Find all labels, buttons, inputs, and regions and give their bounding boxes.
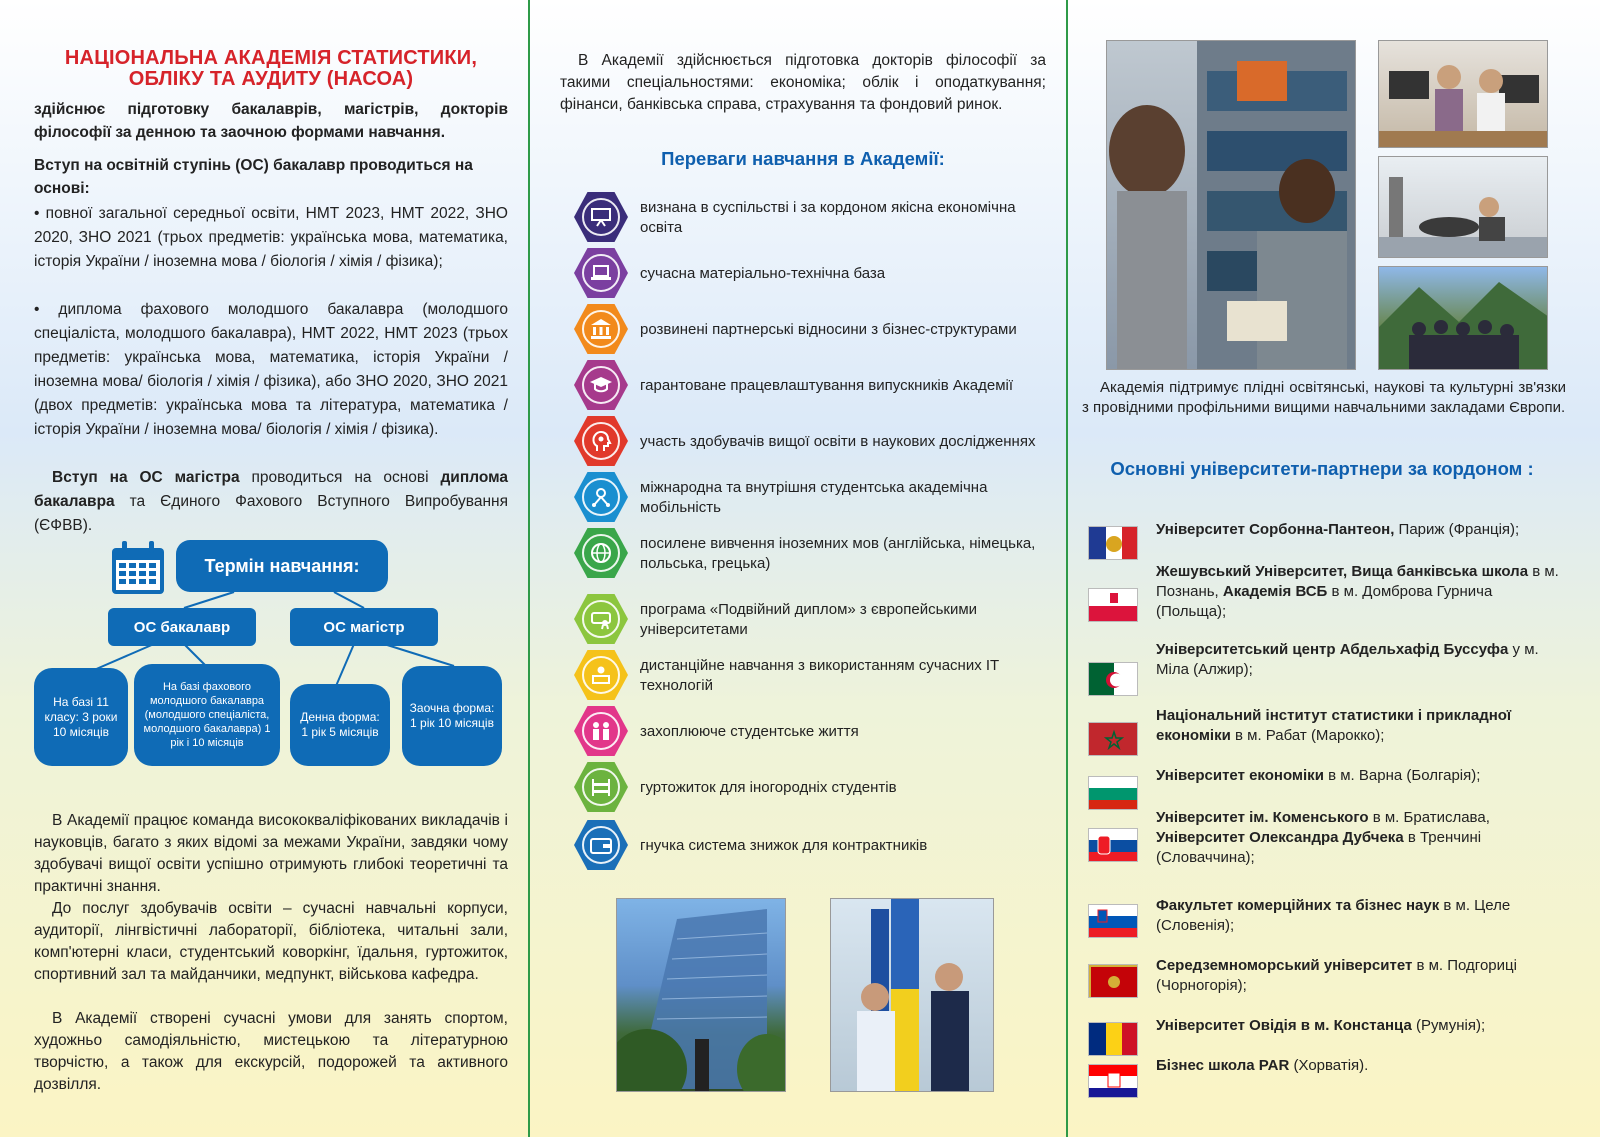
- poland-flag-icon: [1088, 588, 1138, 622]
- advantage-item: [560, 414, 1046, 470]
- advantage-text: програма «Подвійний диплом» з європейськими університетами: [640, 601, 978, 638]
- croatia-flag-icon: [1088, 1064, 1138, 1098]
- advantage-item: [560, 302, 1046, 358]
- partner-text: [1156, 1056, 1566, 1076]
- library-photo: [1106, 40, 1356, 370]
- advantage-text: визнана в суспільстві і за кордоном якісна економічна освіта: [640, 199, 1016, 236]
- advantage-hexagon: [574, 762, 628, 812]
- advantage-hexagon: [574, 192, 628, 242]
- partner-rest: (Румунія);: [1411, 1017, 1486, 1034]
- master-box: ОС магістр: [290, 608, 438, 646]
- partner-rest2: в Тренчині (Словаччина);: [1156, 829, 1482, 866]
- advantage-hexagon: [574, 304, 628, 354]
- partner-rest: в м. Рабат (Марокко);: [1230, 727, 1385, 744]
- partner-text: [1156, 766, 1566, 786]
- master-leaf-fulltime: Денна форма: 1 рік 5 місяців: [290, 684, 390, 766]
- advantage-item: [560, 648, 1046, 704]
- partner-text: [1156, 956, 1566, 996]
- advantage-item: [560, 190, 1046, 246]
- advantage-item: [560, 246, 1046, 302]
- partner-rest: в м. Познань,: [1156, 563, 1559, 600]
- advantage-text: посилене вивчення іноземних мов (англійська, німецька, польська, грецька): [640, 535, 1036, 572]
- advantage-item: [560, 704, 1046, 760]
- column-right: [1082, 0, 1566, 1137]
- advantage-text: участь здобувачів вищої освіти в наукових дослідженнях: [640, 433, 1036, 450]
- partner-bold: Університет ім. Коменського: [1156, 809, 1369, 826]
- advantage-text: захоплююче студентське життя: [640, 723, 859, 740]
- bachelor-leaf-11-class: На базі 11 класу: 3 роки 10 місяців: [34, 668, 128, 766]
- slovenia-flag-icon: [1088, 904, 1138, 938]
- advantage-hexagon: [574, 528, 628, 578]
- computer-class-illustration: [1379, 41, 1548, 148]
- dormitory-icon: [582, 768, 620, 806]
- advantage-hexagon: [574, 820, 628, 870]
- advantage-item: [560, 592, 1046, 648]
- partner-rest: в м. Целе (Словенія);: [1156, 897, 1511, 934]
- partner-bold: Факультет комерційних та бізнес наук: [1156, 897, 1440, 914]
- partner-rest: в м. Братислава,: [1368, 809, 1490, 826]
- morocco-flag-icon: [1088, 722, 1138, 756]
- students-with-flag-photo: [830, 898, 994, 1092]
- advantages-title: Переваги навчання в Академії:: [661, 148, 945, 169]
- hiking-illustration: [1379, 267, 1548, 370]
- bachelor-bullet-2: • диплома фахового молодшого бакалавра (молодшого спеціаліста, молодшого бакалавра), НМТ 2022, НМТ 2023 (трьох предметів: українська мова, математика, історія України / іноземна мова/ біологія / хімія / фізика), або ЗНО 2020, ЗНО 2021 (двох предметів: українська мова та література, математика / історія України / іноземна мова/ біологія / хімія / фізика).: [34, 301, 508, 438]
- partner-text: [1156, 1016, 1566, 1036]
- gym-photo: [1378, 156, 1548, 258]
- presentation-icon: [582, 198, 620, 236]
- column-middle: [560, 0, 1046, 1137]
- campus-building-photo: [616, 898, 786, 1092]
- partners-title: Основні університети-партнери за кордоном :: [1110, 458, 1534, 479]
- partner-bold: Жешувський Університет, Вища банківська школа: [1156, 563, 1529, 580]
- partner-text: [1156, 808, 1566, 868]
- algeria-flag-icon: [1088, 662, 1138, 696]
- gym-illustration: [1379, 157, 1548, 258]
- advantage-item: [560, 526, 1046, 582]
- bank-icon: [582, 310, 620, 348]
- remote-learning-icon: [582, 656, 620, 694]
- head-gears-icon: [582, 422, 620, 460]
- column-divider-left: [528, 0, 530, 1137]
- advantage-item: [560, 760, 1046, 816]
- title-line-2: ОБЛІКУ ТА АУДИТУ (НАСОА): [128, 68, 414, 90]
- partner-bold: Університет Сорбонна-Пантеон,: [1156, 521, 1395, 538]
- master-text-2: та Єдиного Фахового Вступного Випробування (ЄФВВ).: [34, 493, 508, 534]
- partner-bold: Університет Овідія в м. Констанца: [1156, 1017, 1412, 1034]
- students-icon: [582, 712, 620, 750]
- partner-bold: Університетський центр Абдельхафід Буссуфа: [1156, 641, 1509, 658]
- advantage-text: гарантоване працевлаштування випускників Академії: [640, 377, 1014, 394]
- master-admission-text: [34, 466, 508, 538]
- services-paragraph: До послуг здобувачів освіти – сучасні навчальні корпуси, аудиторії, лінгвістичні лабораторії, бібліотека, читальні зали, комп'ютерні класи, студентський коворкінг, їдальня, гуртожиток, спортивний зал та майданчики, медпункт, військова кафедра.: [34, 900, 508, 983]
- france-flag-icon: [1088, 526, 1138, 560]
- advantage-hexagon: [574, 594, 628, 644]
- advantage-text: розвинені партнерські відносини з бізнес-структурами: [640, 321, 1017, 338]
- advantage-hexagon: [574, 472, 628, 522]
- advantage-hexagon: [574, 248, 628, 298]
- partner-bold: Бізнес школа PAR: [1156, 1057, 1290, 1074]
- advantage-hexagon: [574, 706, 628, 756]
- advantage-hexagon: [574, 416, 628, 466]
- partner-rest: у м. Міла (Алжир);: [1156, 641, 1539, 678]
- partner-bold: Університет економіки: [1156, 767, 1324, 784]
- partner-text: [1156, 562, 1566, 622]
- bachelor-bullet-1: • повної загальної середньої освіти, НМТ 2023, НМТ 2022, ЗНО 2020, ЗНО 2021 (трьох предметів: українська мова, математика, історія України / іноземна мова / біологія / хімія / фізика);: [34, 205, 508, 270]
- partner-text: [1156, 896, 1566, 936]
- hiking-photo: [1378, 266, 1548, 370]
- bachelor-leaf-junior: На базі фахового молодшого бакалавра (молодшого спеціаліста, молодшого бакалавра) 1 рік і 10 місяців: [134, 664, 280, 766]
- title-line-1: НАЦІОНАЛЬНА АКАДЕМІЯ СТАТИСТИКИ,: [64, 47, 478, 69]
- advantage-item: [560, 470, 1046, 526]
- advantage-text: гуртожиток для іногородніх студентів: [640, 779, 897, 796]
- building-illustration: [617, 899, 786, 1092]
- partner-text: [1156, 640, 1566, 680]
- master-text-1: проводиться на основі: [239, 469, 441, 486]
- partner-bold: Середземноморський університет: [1156, 957, 1413, 974]
- advantage-hexagon: [574, 650, 628, 700]
- intro-text: здійснює підготовку бакалаврів, магістрів, докторів філософії за денною та заочною формами навчання.: [34, 101, 508, 141]
- column-divider-right: [1066, 0, 1068, 1137]
- partner-rest: в м. Подгориці (Чорногорія);: [1156, 957, 1517, 994]
- montenegro-flag-icon: [1088, 964, 1138, 998]
- computer-class-photo: [1378, 40, 1548, 148]
- master-leaf-parttime: Заочна форма: 1 рік 10 місяців: [402, 666, 502, 766]
- advantage-text: дистанційне навчання з використанням сучасних IT технологій: [640, 657, 999, 694]
- partner-rest: Париж (Франція);: [1394, 521, 1520, 538]
- flag-illustration: [831, 899, 994, 1092]
- graduation-cap-icon: [582, 366, 620, 404]
- network-pin-icon: [582, 478, 620, 516]
- relations-paragraph: Академія підтримує плідні освітянські, наукові та культурні зв'язки з провідними профільними вищими навчальними закладами Європи.: [1082, 379, 1566, 416]
- laptop-icon: [582, 254, 620, 292]
- slovakia-flag-icon: [1088, 828, 1138, 862]
- bachelor-heading: Вступ на освітній ступінь (ОС) бакалавр проводиться на основі:: [34, 157, 473, 197]
- column-left: [34, 0, 508, 1137]
- study-duration-diagram: [34, 540, 508, 785]
- advantage-text: гнучка система знижок для контрактників: [640, 837, 928, 854]
- partner-bold: Національний інститут статистики і прикладної економіки: [1156, 707, 1512, 744]
- master-bold-2: диплома бакалавра: [34, 469, 508, 510]
- diploma-icon: [582, 600, 620, 638]
- bulgaria-flag-icon: [1088, 776, 1138, 810]
- library-illustration: [1107, 41, 1356, 370]
- page-title: [34, 48, 508, 90]
- wallet-icon: [582, 826, 620, 864]
- globe-icon: [582, 534, 620, 572]
- advantage-text: сучасна матеріально-технічна база: [640, 265, 886, 282]
- advantage-hexagon: [574, 360, 628, 410]
- master-bold-1: Вступ на ОС магістра: [52, 469, 240, 486]
- advantage-text: міжнародна та внутрішня студентська академічна мобільність: [640, 479, 988, 516]
- team-paragraph: В Академії працює команда висококваліфікованих викладачів і науковців, багато з яких відомі за межами України, завдяки чому здобувачі вищої освіти успішно отримують глибокі теоретичні та практичні знання.: [34, 812, 508, 895]
- partner-bold2: Університет Олександра Дубчека: [1156, 829, 1404, 846]
- phd-paragraph: В Академії здійснюється підготовка докторів філософії за такими спеціальностями: економіка; облік і оподаткування; фінанси, банківська справа, страхування та фондовий ринок.: [560, 52, 1046, 113]
- bachelor-box: ОС бакалавр: [108, 608, 256, 646]
- partner-text: [1156, 706, 1566, 746]
- advantage-item: [560, 818, 1046, 874]
- diagram-root-box: Термін навчання:: [176, 540, 388, 592]
- partner-rest: в м. Варна (Болгарія);: [1323, 767, 1481, 784]
- advantage-item: [560, 358, 1046, 414]
- sport-paragraph: В Академії створені сучасні умови для занять спортом, художньо самодіяльністю, мистецькою та літературною творчістю, а також для екскурсій, подорожей та активного дозвілля.: [34, 1010, 508, 1093]
- romania-flag-icon: [1088, 1022, 1138, 1056]
- partner-rest2: в м. Домброва Гурнича (Польща);: [1156, 583, 1493, 620]
- partner-rest: (Хорватія).: [1289, 1057, 1369, 1074]
- partner-bold2: Академія ВСБ: [1222, 583, 1328, 600]
- partner-text: [1156, 520, 1566, 540]
